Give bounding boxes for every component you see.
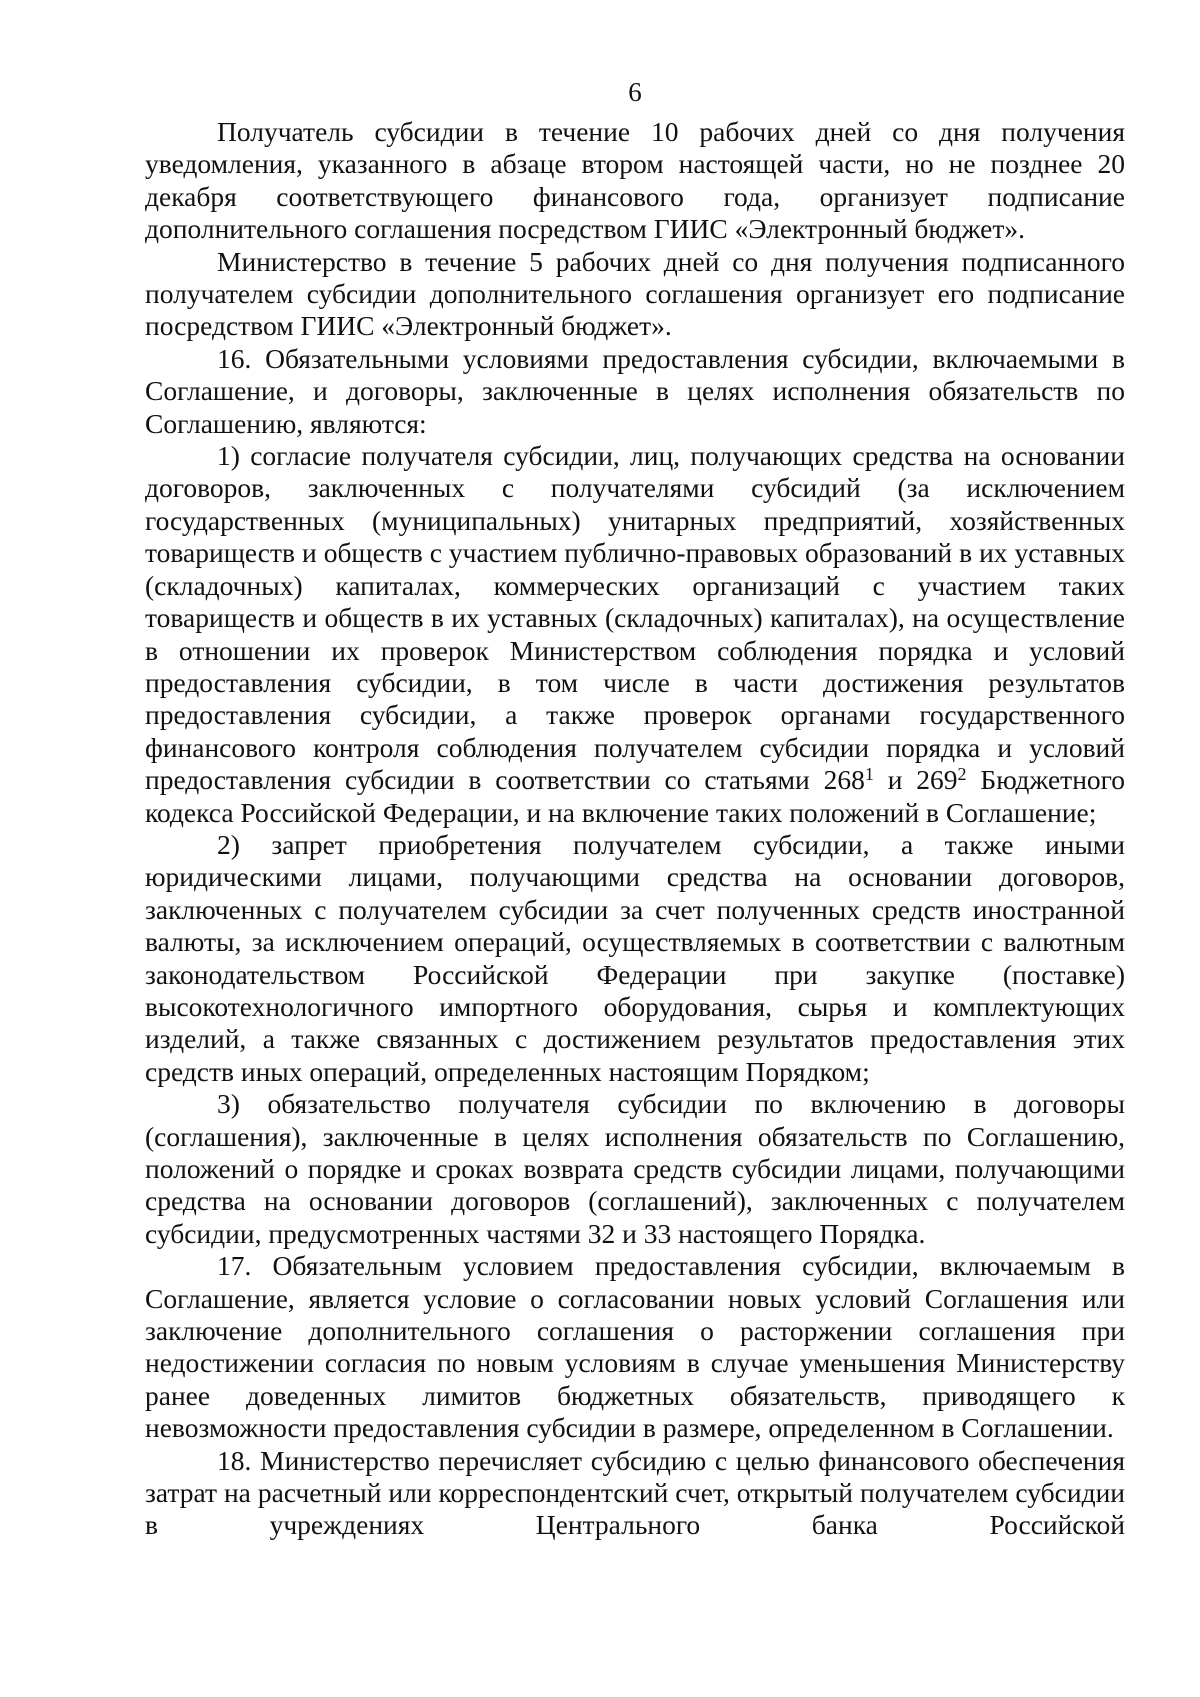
paragraph-item-18: 18. Министерство перечисляет субсидию с целью финансового обеспечения затрат на расчетный или корреспондентский счет, открытый получателем субсидии в учреждениях Центрального банка Российской [145,1444,1125,1541]
paragraph-item-16-1-text: 1) согласие получателя субсидии, лиц, получающих средства на основании договоров, заключенных с получателями субсидий (за исключением государственных (муниципальных) унитарных предприятий, хозяйственных товариществ и обществ с участием публично-правовых образований в их уставных (складочных) капиталах, коммерческих организаций с участием таких товариществ и обществ в их уставных (складочных) капиталах), на осуществление в отношении их проверок Министерством соблюдения порядка и условий предоставления субсидии, в том числе в части достижения результатов предоставления субсидии, а также проверок органами государственного финансового контроля соблюдения получателем субсидии порядка и условий предоставления субсидии в соответствии со статьями 268 [145,440,1125,796]
paragraph-item-16-1-text-middle: и 269 [873,764,958,796]
paragraph-item-16: 16. Обязательными условиями предоставления субсидии, включаемыми в Соглашение, и договоры, заключенные в целях исполнения обязательств по Соглашению, являются: [145,342,1125,439]
paragraph-recipient-signing: Получатель субсидии в течение 10 рабочих дней со дня получения уведомления, указанного в абзаце втором настоящей части, но не позднее 20 декабря соответствующего финансового года, организует подписание дополнительного соглашения посредством ГИИС «Электронный бюджет». [145,116,1125,245]
page-number: 6 [628,77,642,107]
article-269-superscript: 2 [957,764,967,785]
paragraph-item-16-2: 2) запрет приобретения получателем субсидии, а также иными юридическими лицами, получающими средства на основании договоров, заключенных с получателем субсидии за счет полученных средств иностранной валюты, за исключением операций, осуществляемых в соответствии с валютным законодательством Российской Федерации при закупке (поставке) высокотехнологичного импортного оборудования, сырья и комплектующих изделий, а также связанных с достижением результатов предоставления этих средств иных операций, определенных настоящим Порядком; [145,828,1125,1087]
paragraph-ministry-signing: Министерство в течение 5 рабочих дней со дня получения подписанного получателем субсидии дополнительного соглашения организует его подписание посредством ГИИС «Электронный бюджет». [145,245,1125,342]
paragraph-item-16-3: 3) обязательство получателя субсидии по включению в договоры (соглашения), заключенные в целях исполнения обязательств по Соглашению, положений о порядке и сроках возврата средств субсидии лицами, получающими средства на основании договоров (соглашений), заключенных с получателем субсидии, предусмотренных частями 32 и 33 настоящего Порядка. [145,1088,1125,1249]
article-268-superscript: 1 [864,764,874,785]
paragraph-item-16-1 [145,440,1125,829]
paragraph-item-16-1-text-end: Бюджетного кодекса Российской Федерации, и на включение таких положений в Соглашение; [145,764,1126,828]
document-body [145,116,1125,1542]
paragraph-item-17: 17. Обязательным условием предоставления субсидии, включаемым в Соглашение, является условие о согласовании новых условий Соглашения или заключение дополнительного соглашения о расторжении соглашения при недостижении согласия по новым условиям в случае уменьшения Министерству ранее доведенных лимитов бюджетных обязательств, приводящего к невозможности предоставления субсидии в размере, определенном в Соглашении. [145,1250,1125,1444]
